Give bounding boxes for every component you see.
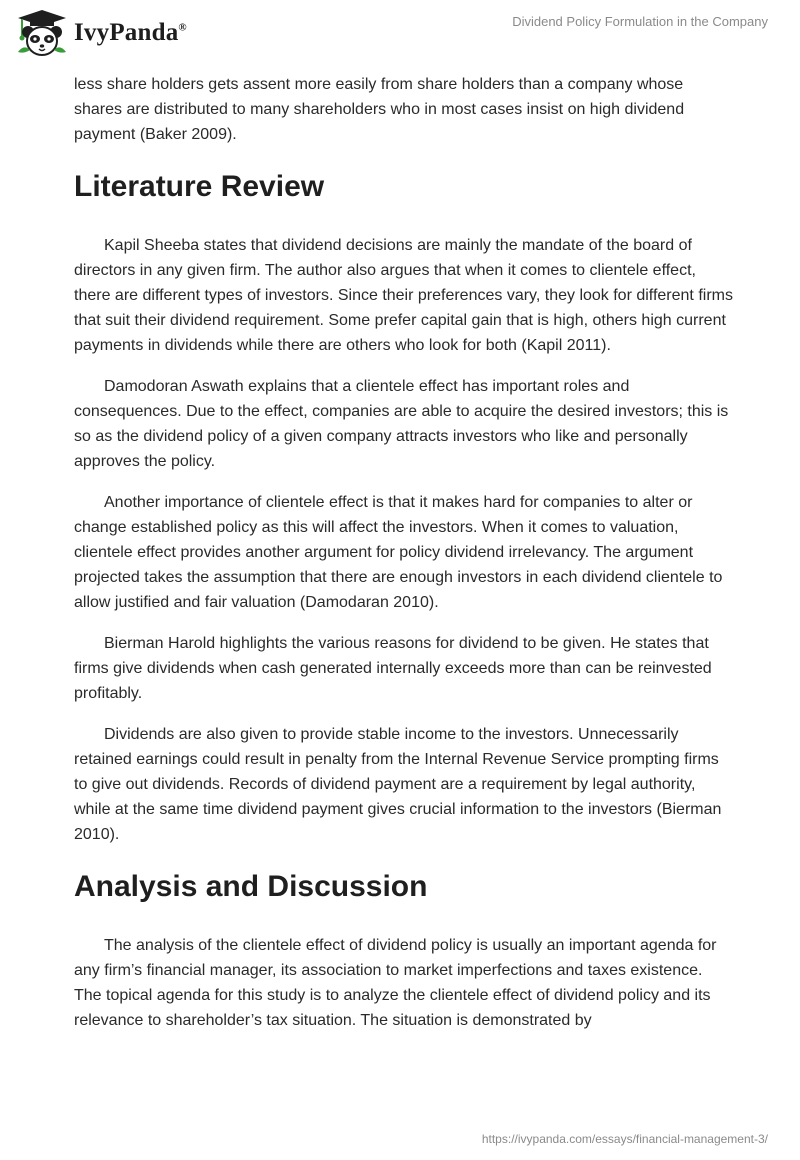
section-heading-literature-review: Literature Review: [74, 170, 325, 203]
source-url-link[interactable]: https://ivypanda.com/essays/financial-management-3/: [481, 1132, 768, 1146]
document-title: Dividend Policy Formulation in the Company: [512, 14, 768, 29]
brand-logo[interactable]: [14, 8, 187, 58]
paragraph: Another importance of clientele effect is that it makes hard for companies to alter or change established policy as this will affect the investors. When it comes to valuation, clientele effect provides another argument for policy dividend irrelevancy. The argument projected takes the assumption that there are enough investors in each dividend clientele to allow justified and fair valuation (Damodaran 2010).: [74, 494, 723, 611]
intro-paragraph: less share holders gets assent more easily from share holders than a company whose shares are distributed to many shareholders who in most cases insist on high dividend payment (Baker 2009).: [74, 76, 685, 143]
essay-content: [74, 72, 734, 1049]
panda-graduate-icon: [14, 8, 70, 58]
paragraph: Kapil Sheeba states that dividend decisions are mainly the mandate of the board of directors in any given firm. The author also argues that when it comes to clientele effect, there are different types of investors. Since their preferences vary, they look for different firms that suit their dividend requirement. Some prefer capital gain that is high, others high current payments in dividends while there are others who look for both (Kapil 2011).: [74, 237, 733, 354]
paragraph: Bierman Harold highlights the various reasons for dividend to be given. He states that firms give dividends when cash generated internally exceeds more than can be reinvested profitably.: [74, 635, 712, 702]
brand-name: IvyPanda®: [74, 19, 187, 46]
paragraph: Damodoran Aswath explains that a clientele effect has important roles and consequences. Due to the effect, companies are able to acquire the desired investors; this is so as the dividend policy of a given company attracts investors who like and personally approves the policy.: [74, 378, 729, 470]
paragraph: The analysis of the clientele effect of dividend policy is usually an important agenda for any firm’s financial manager, its association to market imperfections and taxes existence. The topical agenda for this study is to analyze the clientele effect of dividend policy and its relevance to shareholder’s tax situation. The situation is demonstrated by: [74, 937, 717, 1029]
paragraph: Dividends are also given to provide stable income to the investors. Unnecessarily retained earnings could result in penalty from the Internal Revenue Service prompting firms to give out dividends. Records of dividend payment are a requirement by legal authority, while at the same time dividend payment gives crucial information to the investors (Bierman 2010).: [74, 726, 722, 843]
section-heading-analysis-discussion: Analysis and Discussion: [74, 870, 428, 903]
page-header: [0, 0, 800, 66]
